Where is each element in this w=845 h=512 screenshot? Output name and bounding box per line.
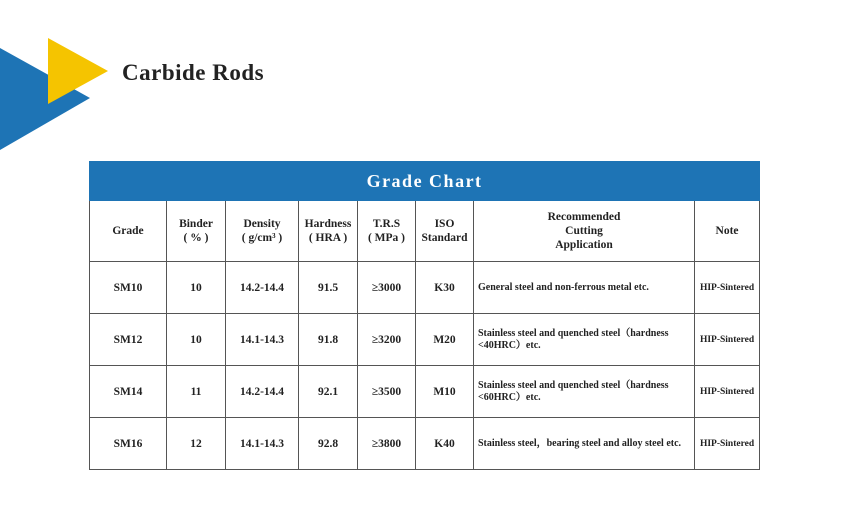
column-header-iso: ISO Standard bbox=[416, 201, 474, 262]
cell-iso: M10 bbox=[416, 366, 474, 418]
cell-grade: SM16 bbox=[90, 418, 167, 470]
cell-density: 14.1-14.3 bbox=[226, 418, 299, 470]
cell-hardness: 92.1 bbox=[299, 366, 358, 418]
cell-application: Stainless steel，bearing steel and alloy steel etc. bbox=[474, 418, 695, 470]
column-header-grade: Grade bbox=[90, 201, 167, 262]
cell-trs: ≥3800 bbox=[358, 418, 416, 470]
column-header-binder: Binder ( % ) bbox=[167, 201, 226, 262]
cell-trs: ≥3200 bbox=[358, 314, 416, 366]
column-header-hardness: Hardness ( HRA ) bbox=[299, 201, 358, 262]
cell-application: Stainless steel and quenched steel（hardness <60HRC）etc. bbox=[474, 366, 695, 418]
cell-application: Stainless steel and quenched steel（hardness <40HRC）etc. bbox=[474, 314, 695, 366]
cell-note: HIP-Sintered bbox=[695, 314, 760, 366]
cell-binder: 12 bbox=[167, 418, 226, 470]
table-header-row bbox=[90, 201, 760, 262]
cell-grade: SM10 bbox=[90, 262, 167, 314]
column-header-density: Density ( g/cm³ ) bbox=[226, 201, 299, 262]
column-header-application: Recommended Cutting Application bbox=[474, 201, 695, 262]
cell-note: HIP-Sintered bbox=[695, 366, 760, 418]
cell-binder: 11 bbox=[167, 366, 226, 418]
cell-grade: SM14 bbox=[90, 366, 167, 418]
cell-density: 14.2-14.4 bbox=[226, 262, 299, 314]
cell-trs: ≥3000 bbox=[358, 262, 416, 314]
column-header-note: Note bbox=[695, 201, 760, 262]
grade-chart-banner: Grade Chart bbox=[90, 162, 760, 201]
corner-decoration bbox=[0, 0, 120, 160]
column-header-trs: T.R.S ( MPa ) bbox=[358, 201, 416, 262]
cell-binder: 10 bbox=[167, 314, 226, 366]
cell-density: 14.1-14.3 bbox=[226, 314, 299, 366]
table-row bbox=[90, 262, 760, 314]
page-title: Carbide Rods bbox=[122, 60, 265, 85]
cell-iso: M20 bbox=[416, 314, 474, 366]
cell-application: General steel and non-ferrous metal etc. bbox=[474, 262, 695, 314]
cell-binder: 10 bbox=[167, 262, 226, 314]
table-row bbox=[90, 366, 760, 418]
cell-grade: SM12 bbox=[90, 314, 167, 366]
cell-note: HIP-Sintered bbox=[695, 418, 760, 470]
cell-density: 14.2-14.4 bbox=[226, 366, 299, 418]
cell-hardness: 92.8 bbox=[299, 418, 358, 470]
cell-hardness: 91.5 bbox=[299, 262, 358, 314]
table-row bbox=[90, 314, 760, 366]
cell-iso: K40 bbox=[416, 418, 474, 470]
grade-chart-table bbox=[89, 161, 760, 470]
cell-trs: ≥3500 bbox=[358, 366, 416, 418]
cell-note: HIP-Sintered bbox=[695, 262, 760, 314]
table-row bbox=[90, 418, 760, 470]
cell-hardness: 91.8 bbox=[299, 314, 358, 366]
cell-iso: K30 bbox=[416, 262, 474, 314]
